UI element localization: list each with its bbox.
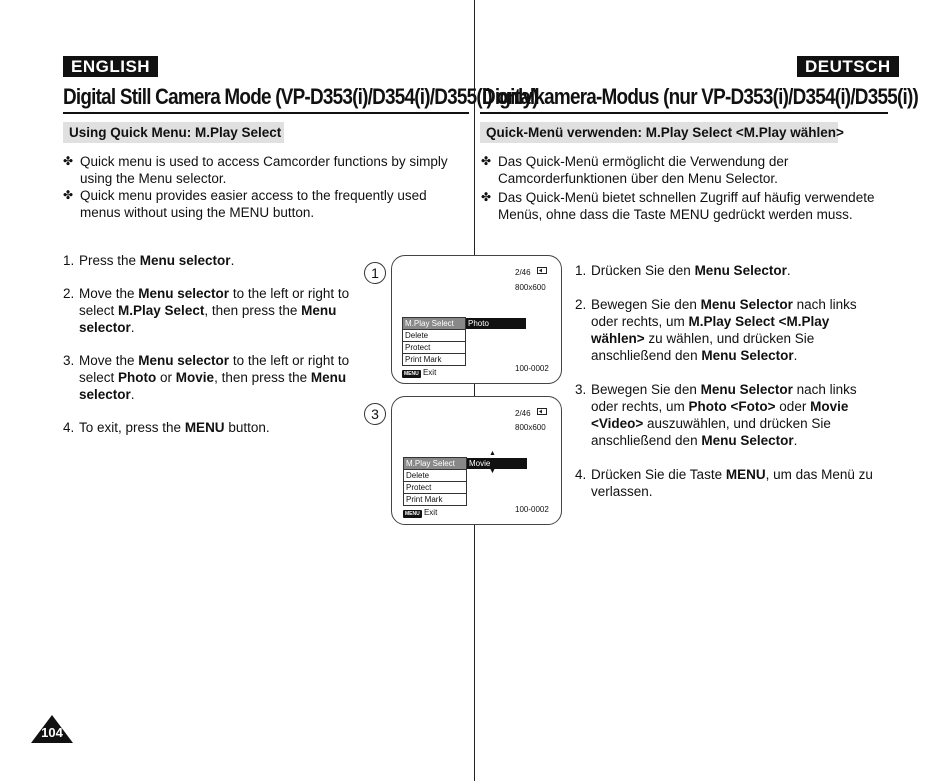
step-item: 2. Bewegen Sie den Menu Selector nach links oder rechts, um M.Play Select <M.Play wählen> zu wählen, und drücken Sie anschließend den Menu Selector. xyxy=(575,297,857,363)
resolution: 800x600 xyxy=(515,283,546,292)
step-item: 3. Move the Menu selector to the left or right to select Photo or Movie, then press the Menu selector. xyxy=(63,353,350,402)
bullet-item: ✤ Quick menu is used to access Camcorder functions by simply using the Menu selector. xyxy=(63,154,448,186)
image-counter: 2/46 xyxy=(515,409,531,418)
column-divider xyxy=(474,0,475,781)
language-badge-deutsch: DEUTSCH xyxy=(797,56,899,77)
bullet-icon: ✤ xyxy=(481,190,492,204)
menu-button-icon: MENU xyxy=(404,371,419,377)
menu-value-movie[interactable]: Movie xyxy=(467,458,527,469)
bullet-item: ✤ Quick menu provides easier access to the frequently used menus without using the MENU button. xyxy=(63,188,427,220)
step-item: 3. Bewegen Sie den Menu Selector nach links oder rechts, um Photo <Foto> oder Movie <Video> auszuwählen, und drücken Sie anschließend den Menu Selector. xyxy=(575,382,857,448)
page-title-deutsch: Digitalkamera-Modus (nur VP-D353(i)/D354(i)/D355(i)) xyxy=(482,84,919,109)
language-badge-english: ENGLISH xyxy=(63,56,158,77)
menu-item-print-mark[interactable]: Print Mark xyxy=(406,495,443,504)
menu-item-delete[interactable]: Delete xyxy=(404,470,466,482)
bullet-item: ✤ Das Quick-Menü bietet schnellen Zugriff auf häufig verwendete Menüs, ohne dass die Taste MENU gedrückt werden muss. xyxy=(481,190,875,222)
exit-hint: MENU Exit xyxy=(405,508,438,517)
step-item: 4. To exit, press the MENU button. xyxy=(63,420,270,435)
bullet-item: ✤ Das Quick-Menü ermöglicht die Verwendung der Camcorderfunktionen über den Menu Selector. xyxy=(481,154,789,186)
title-rule-english xyxy=(63,112,469,114)
step-list-deutsch xyxy=(575,262,885,500)
step-list-english xyxy=(63,252,388,436)
section-heading-english: Using Quick Menu: M.Play Select xyxy=(63,122,284,143)
section-heading-deutsch: Quick-Menü verwenden: M.Play Select <M.Play wählen> xyxy=(480,122,838,143)
bullet-icon: ✤ xyxy=(481,154,492,168)
menu-item-protect[interactable]: Protect xyxy=(404,482,466,494)
image-counter: 2/46 xyxy=(515,268,531,277)
bullet-list-deutsch xyxy=(481,153,881,223)
title-rule-deutsch xyxy=(480,112,888,114)
step-marker-1: 1 xyxy=(364,262,386,284)
arrow-up-icon: ▲ xyxy=(489,450,496,457)
battery-icon xyxy=(537,408,548,417)
menu-item-protect[interactable]: Protect xyxy=(403,342,465,354)
bullet-icon: ✤ xyxy=(63,188,74,202)
resolution: 800x600 xyxy=(515,423,546,432)
menu-button-icon: MENU xyxy=(405,511,420,517)
page-title-english: Digital Still Camera Mode (VP-D353(i)/D354(i)/D355(i) only) xyxy=(63,84,538,109)
step-marker-3: 3 xyxy=(364,403,386,425)
step-item: 2. Move the Menu selector to the left or right to select M.Play Select, then press the Menu selector. xyxy=(63,286,350,335)
step-item: 1. Press the Menu selector. xyxy=(63,253,235,268)
menu-item-mplay-select[interactable]: M.Play Select xyxy=(404,458,466,470)
battery-icon xyxy=(537,267,548,276)
bullet-list-english xyxy=(63,153,468,221)
menu-item-mplay-select[interactable]: M.Play Select xyxy=(403,318,465,330)
file-number: 100-0002 xyxy=(515,364,549,373)
step-item: 4. Drücken Sie die Taste MENU, um das Menü zu verlassen. xyxy=(575,467,873,499)
arrow-down-icon: ▼ xyxy=(489,468,496,475)
menu-value-photo[interactable]: Photo xyxy=(466,318,526,329)
exit-hint: MENU Exit xyxy=(404,368,437,377)
menu-item-delete[interactable]: Delete xyxy=(403,330,465,342)
quick-menu xyxy=(402,317,466,366)
step-item: 1. Drücken Sie den Menu Selector. xyxy=(575,263,791,278)
file-number: 100-0002 xyxy=(515,505,549,514)
lcd-screen-3 xyxy=(391,396,562,525)
quick-menu xyxy=(403,457,467,506)
page-number: 104 xyxy=(41,725,63,740)
bullet-icon: ✤ xyxy=(63,154,74,168)
lcd-screen-1 xyxy=(391,255,562,384)
menu-item-print-mark[interactable]: Print Mark xyxy=(405,355,442,364)
